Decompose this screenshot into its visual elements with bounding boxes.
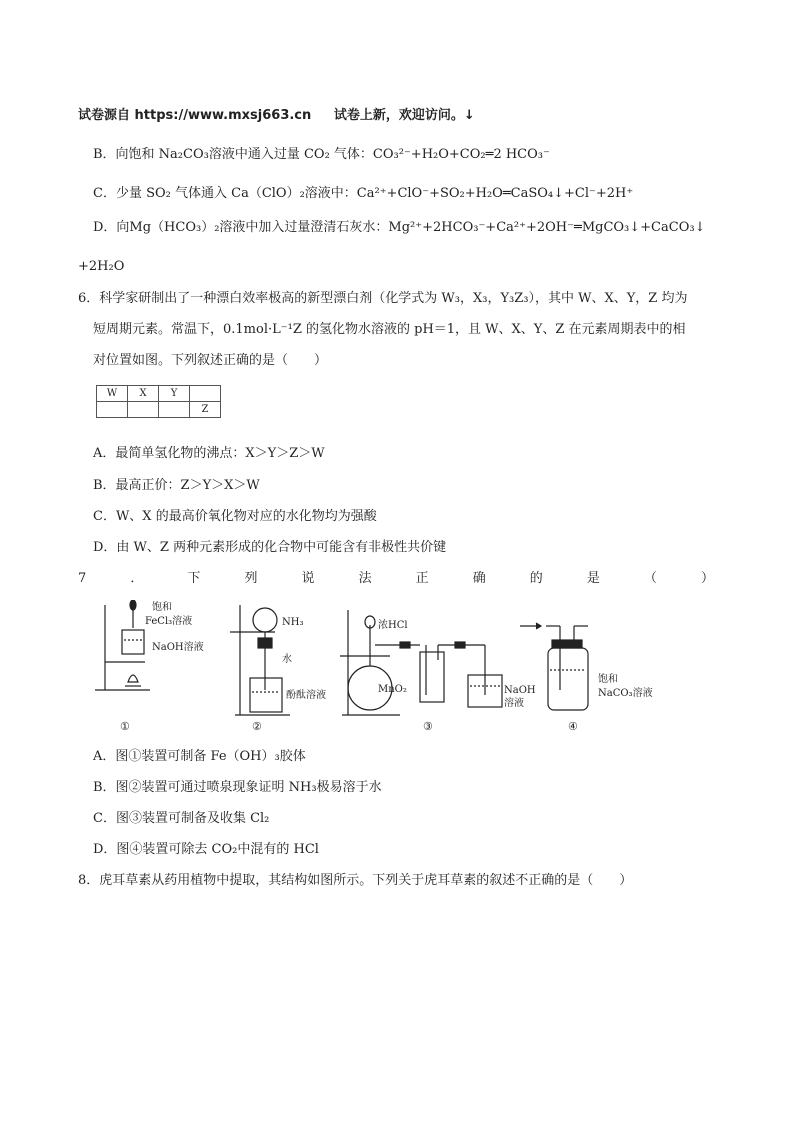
q5-option-d: D．向Mg（HCO₃）₂溶液中加入过量澄清石灰水：Mg²⁺+2HCO₃⁻+Ca²⁺+2OH⁻═MgCO₃↓+CaCO₃↓ <box>93 220 706 235</box>
q5-option-d-continued: +2H₂O <box>78 259 125 274</box>
source-banner: 试卷源自 https://www.mxsj663.cn 试卷上新，欢迎访问。↓ <box>78 108 475 123</box>
table-cell <box>128 402 159 418</box>
q7-stem-part: 7 <box>78 571 87 586</box>
q6-option-a: A．最简单氢化物的沸点：X＞Y＞Z＞W <box>93 446 325 461</box>
q8-stem: 8．虎耳草素从药用植物中提取，其结构如图所示。下列关于虎耳草素的叙述不正确的是（ ） <box>78 873 633 888</box>
apparatus-1 <box>95 600 150 690</box>
q7-stem <box>78 570 714 588</box>
apparatus-figure <box>90 600 690 740</box>
label-phenolphthalein: 酚酞溶液 <box>286 690 326 701</box>
q7-stem-part: 的 <box>529 571 543 586</box>
table-cell: Z <box>190 402 221 418</box>
label-naoh-3b: 溶液 <box>504 698 524 709</box>
q7-stem-part: ． <box>130 571 144 586</box>
source-label: 试卷源自 <box>78 108 131 123</box>
label-fig-4: ④ <box>568 720 578 733</box>
label-fig-1: ① <box>120 720 130 733</box>
q6-stem-line-3: 对位置如图。下列叙述正确的是（ ） <box>93 353 328 368</box>
periodic-table-fragment <box>96 385 221 418</box>
q6-stem-line-1: 6．科学家研制出了一种漂白效率极高的新型漂白剂（化学式为 W₃，X₃，Y₃Z₃），其中 W、X、Y，Z 均为 <box>78 291 688 306</box>
apparatus-2 <box>230 605 290 715</box>
q7-stem-part: （ <box>643 571 657 586</box>
apparatus-3 <box>340 610 502 715</box>
q7-option-d: D．图④装置可除去 CO₂中混有的 HCl <box>93 842 319 857</box>
label-sat-4a: 饱和 <box>598 674 618 685</box>
q7-stem-part: 下 <box>187 571 201 586</box>
table-cell: W <box>97 386 128 402</box>
label-mno2: MnO₂ <box>378 684 407 695</box>
table-cell <box>159 402 190 418</box>
apparatus-4 <box>520 623 588 710</box>
q7-option-c: C．图③装置可制备及收集 Cl₂ <box>93 811 270 826</box>
label-naoh-3a: NaOH <box>504 685 536 696</box>
q7-stem-part: 说 <box>301 571 315 586</box>
label-conc-hcl: 浓HCl <box>378 620 408 631</box>
table-cell: Y <box>159 386 190 402</box>
table-cell <box>190 386 221 402</box>
label-sat-fecl3-2: FeCl₃溶液 <box>145 616 193 627</box>
label-sat-4b: NaCO₃溶液 <box>598 688 653 699</box>
q5-option-b: B．向饱和 Na₂CO₃溶液中通入过量 CO₂ 气体：CO₃²⁻+H₂O+CO₂═2 HCO₃⁻ <box>93 147 550 162</box>
label-fig-2: ② <box>252 720 262 733</box>
label-sat-fecl3-1: 饱和 <box>152 602 172 613</box>
label-naoh-1: NaOH溶液 <box>152 642 204 653</box>
label-fig-3: ③ <box>423 720 433 733</box>
q7-stem-part: 列 <box>244 571 258 586</box>
q7-stem-part: 确 <box>472 571 486 586</box>
q6-option-b: B．最高正价：Z＞Y＞X＞W <box>93 478 260 493</box>
q7-option-b: B．图②装置可通过喷泉现象证明 NH₃极易溶于水 <box>93 780 382 795</box>
source-url[interactable]: https://www.mxsj663.cn <box>134 108 312 123</box>
q7-stem-part: 法 <box>358 571 372 586</box>
q6-option-c: C．W、X 的最高价氧化物对应的水化物均为强酸 <box>93 509 377 524</box>
label-water: 水 <box>282 654 292 665</box>
table-cell: X <box>128 386 159 402</box>
q6-option-d: D．由 W、Z 两种元素形成的化合物中可能含有非极性共价键 <box>93 540 447 555</box>
q7-option-a: A．图①装置可制备 Fe（OH）₃胶体 <box>93 749 306 764</box>
q7-stem-part: 正 <box>415 571 429 586</box>
table-cell <box>97 402 128 418</box>
source-note: 试卷上新，欢迎访问。 <box>333 108 464 123</box>
q7-stem-part: ） <box>700 571 714 586</box>
label-nh3: NH₃ <box>282 617 304 628</box>
q6-stem-line-2: 短周期元素。常温下，0.1mol·L⁻¹Z 的氢化物水溶液的 pH＝1，且 W、X、Y、Z 在元素周期表中的相 <box>93 322 686 337</box>
q7-stem-part: 是 <box>586 571 600 586</box>
q5-option-c: C．少量 SO₂ 气体通入 Ca（ClO）₂溶液中：Ca²⁺+ClO⁻+SO₂+H₂O═CaSO₄↓+Cl⁻+2H⁺ <box>93 186 634 201</box>
